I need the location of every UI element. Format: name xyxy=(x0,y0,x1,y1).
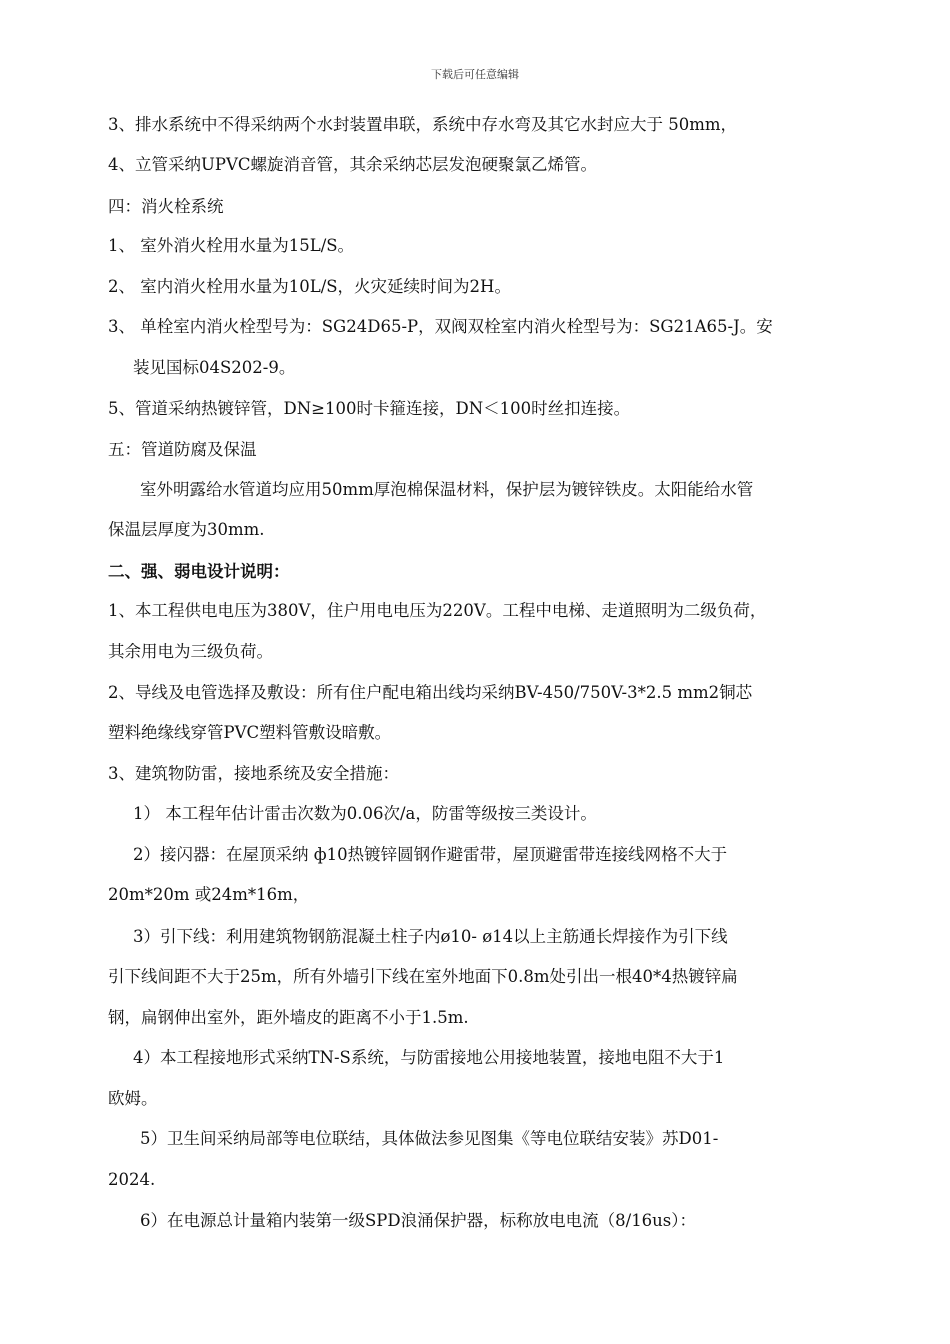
text-line: 5）卫生间采纳局部等电位联结，具体做法参见图集《等电位联结安装》苏D01- xyxy=(140,1129,719,1148)
text-line: 6）在电源总计量箱内装第一级SPD浪涌保护器，标称放电电流（8/16us）： xyxy=(140,1211,697,1230)
section-heading: 五：管道防腐及保温 xyxy=(108,440,257,459)
text-line: 1、 室外消火栓用水量为15L/S。 xyxy=(108,236,355,255)
page-header: 下载后可任意编辑 xyxy=(431,68,519,81)
text-line: 钢，扁钢伸出室外，距外墙皮的距离不小于1.5m. xyxy=(108,1008,469,1027)
text-line: 3、建筑物防雷，接地系统及安全措施： xyxy=(108,764,399,783)
text-line: 20m*20m 或24m*16m， xyxy=(108,885,310,904)
text-line: 3）引下线：利用建筑物钢筋混凝土柱子内ø10- ø14以上主筋通长焊接作为引下线 xyxy=(133,927,728,946)
section-heading: 四：消火栓系统 xyxy=(108,197,224,216)
text-line: 2）接闪器：在屋顶采纳 ф10热镀锌圆钢作避雷带，屋顶避雷带连接线网格不大于 xyxy=(133,845,728,864)
text-line: 4、立管采纳UPVC螺旋消音管，其余采纳芯层发泡硬聚氯乙烯管。 xyxy=(108,155,598,174)
text-line: 保温层厚度为30mm. xyxy=(108,520,265,539)
text-line: 1） 本工程年估计雷击次数为0.06次/a，防雷等级按三类设计。 xyxy=(133,804,597,823)
text-line: 2、 室内消火栓用水量为10L/S，火灾延续时间为2H。 xyxy=(108,277,511,296)
text-line: 3、排水系统中不得采纳两个水封装置串联，系统中存水弯及其它水封应大于 50mm， xyxy=(108,115,738,134)
text-line: 3、 单栓室内消火栓型号为：SG24D65-P，双阀双栓室内消火栓型号为：SG21A65-J。安 xyxy=(108,317,773,336)
text-line: 2、导线及电管选择及敷设：所有住户配电箱出线均采纳BV-450/750V-3*2.5 mm2铜芯 xyxy=(108,683,753,702)
text-line: 引下线间距不大于25m，所有外墙引下线在室外地面下0.8m处引出一根40*4热镀锌扁 xyxy=(108,967,738,986)
text-line: 室外明露给水管道均应用50mm厚泡棉保温材料，保护层为镀锌铁皮。太阳能给水管 xyxy=(140,480,754,499)
text-line: 1、本工程供电电压为380V，住户用电电压为220V。工程中电梯、走道照明为二级负荷， xyxy=(108,601,767,620)
text-line: 其余用电为三级负荷。 xyxy=(108,642,273,661)
text-line: 塑料绝缘线穿管PVC塑料管敷设暗敷。 xyxy=(108,723,392,742)
text-line: 装见国标04S202-9。 xyxy=(133,358,296,377)
section-heading: 二、强、弱电设计说明： xyxy=(108,562,290,581)
text-line: 5、管道采纳热镀锌管，DN≥100时卡箍连接，DN＜100时丝扣连接。 xyxy=(108,399,631,418)
text-line: 2024. xyxy=(108,1170,156,1189)
text-line: 欧姆。 xyxy=(108,1089,158,1108)
text-line: 4）本工程接地形式采纳TN-S系统，与防雷接地公用接地装置，接地电阻不大于1 xyxy=(133,1048,725,1067)
